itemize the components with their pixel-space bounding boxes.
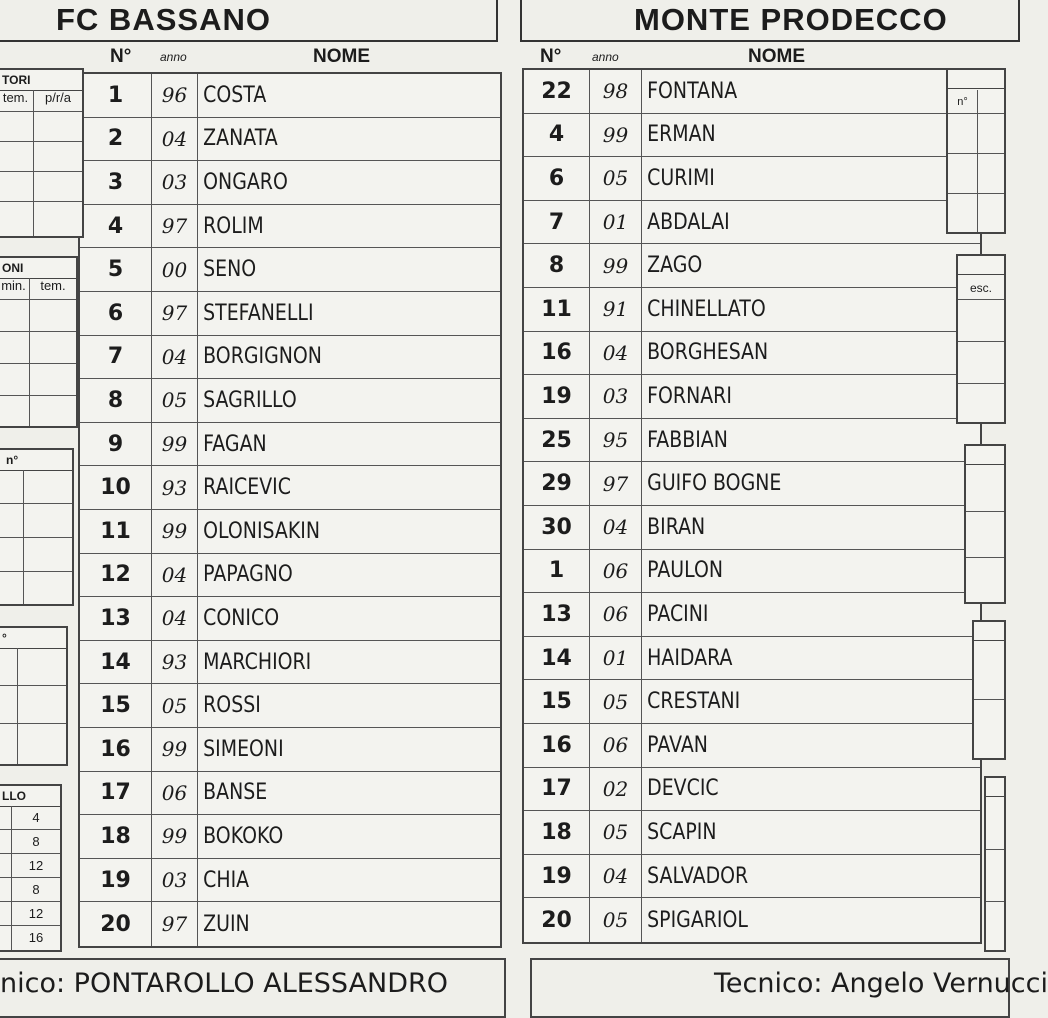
side-cell bbox=[34, 172, 82, 202]
player-birth-year: 99 bbox=[590, 244, 642, 287]
player-row bbox=[524, 332, 980, 376]
side-box-title: LLO bbox=[0, 786, 60, 807]
player-row bbox=[524, 419, 980, 463]
team-title-left bbox=[0, 0, 498, 42]
side-box-right-header bbox=[986, 778, 1004, 797]
side-value: 4 bbox=[12, 806, 60, 830]
player-number: 15 bbox=[80, 684, 152, 727]
side-cell bbox=[0, 364, 30, 396]
side-cell bbox=[24, 504, 72, 538]
player-birth-year: 91 bbox=[590, 288, 642, 331]
player-row bbox=[80, 641, 500, 685]
player-birth-year: 02 bbox=[590, 768, 642, 811]
player-name: CRESTANI bbox=[647, 689, 741, 715]
side-cell bbox=[948, 114, 978, 154]
player-number: 13 bbox=[524, 593, 590, 636]
player-number: 2 bbox=[80, 118, 152, 161]
side-box-right-espulsi bbox=[972, 620, 1006, 760]
player-name: GUIFO BOGNE bbox=[647, 471, 782, 497]
player-name: FONTANA bbox=[647, 78, 738, 104]
player-number: 3 bbox=[80, 161, 152, 204]
side-col-label: n° bbox=[948, 90, 978, 114]
player-number: 17 bbox=[524, 768, 590, 811]
player-name: CHINELLATO bbox=[647, 296, 766, 322]
player-name: PAULON bbox=[647, 558, 724, 584]
player-birth-year: 06 bbox=[590, 593, 642, 636]
player-number: 18 bbox=[80, 815, 152, 858]
player-name: FAGAN bbox=[203, 431, 267, 457]
header-num-left: N° bbox=[110, 46, 132, 67]
player-name: BIRAN bbox=[647, 514, 706, 540]
side-cell bbox=[34, 112, 82, 142]
player-number: 19 bbox=[524, 375, 590, 418]
team-title-right bbox=[520, 0, 1020, 42]
player-name: SCAPIN bbox=[647, 819, 717, 845]
header-nome-right: NOME bbox=[748, 46, 805, 67]
player-number: 18 bbox=[524, 811, 590, 854]
player-row bbox=[80, 248, 500, 292]
player-name: COSTA bbox=[203, 82, 267, 108]
side-cell bbox=[978, 194, 1004, 232]
player-birth-year: 99 bbox=[152, 510, 198, 553]
player-row bbox=[524, 70, 980, 114]
player-number: 16 bbox=[80, 728, 152, 771]
player-name: ROSSI bbox=[203, 693, 261, 719]
player-number: 8 bbox=[524, 244, 590, 287]
side-cell bbox=[974, 642, 1004, 700]
side-box-right-header bbox=[974, 622, 1004, 641]
side-col-label: tem. bbox=[30, 278, 76, 300]
player-birth-year: 05 bbox=[590, 157, 642, 200]
player-row bbox=[524, 724, 980, 768]
player-number: 19 bbox=[524, 855, 590, 898]
player-row bbox=[524, 637, 980, 681]
player-name: ZUIN bbox=[203, 911, 250, 937]
player-number: 10 bbox=[80, 466, 152, 509]
player-birth-year: 03 bbox=[590, 375, 642, 418]
player-birth-year: 06 bbox=[590, 724, 642, 767]
side-cell bbox=[34, 142, 82, 172]
side-box-right-header bbox=[948, 70, 1004, 89]
player-birth-year: 04 bbox=[152, 336, 198, 379]
player-number: 7 bbox=[524, 201, 590, 244]
side-box-right-header bbox=[966, 446, 1004, 465]
side-cell bbox=[978, 114, 1004, 154]
side-cell bbox=[0, 202, 34, 236]
side-cell bbox=[34, 202, 82, 236]
player-name: FABBIAN bbox=[647, 427, 728, 453]
player-number: 20 bbox=[80, 902, 152, 946]
player-name: SPIGARIOL bbox=[647, 907, 748, 933]
player-name: OLONISAKIN bbox=[203, 518, 320, 544]
player-number: 30 bbox=[524, 506, 590, 549]
player-number: 5 bbox=[80, 248, 152, 291]
player-birth-year: 04 bbox=[152, 597, 198, 640]
side-cell bbox=[0, 806, 12, 830]
player-number: 14 bbox=[80, 641, 152, 684]
player-number: 6 bbox=[524, 157, 590, 200]
player-number: 14 bbox=[524, 637, 590, 680]
player-row bbox=[524, 506, 980, 550]
player-name: ZAGO bbox=[647, 253, 703, 279]
side-cell bbox=[0, 686, 18, 724]
side-cell bbox=[966, 558, 1004, 602]
player-birth-year: 98 bbox=[590, 70, 642, 113]
player-row bbox=[524, 898, 980, 942]
player-birth-year: 97 bbox=[152, 205, 198, 248]
player-row bbox=[80, 728, 500, 772]
player-birth-year: 93 bbox=[152, 466, 198, 509]
side-cell bbox=[30, 300, 76, 332]
side-box-title: ° bbox=[0, 628, 66, 649]
player-name: ABDALAI bbox=[647, 209, 730, 235]
side-value: 8 bbox=[12, 878, 60, 902]
player-number: 11 bbox=[524, 288, 590, 331]
player-birth-year: 03 bbox=[152, 161, 198, 204]
player-name: BORGIGNON bbox=[203, 344, 322, 370]
side-cell bbox=[0, 854, 12, 878]
player-number: 20 bbox=[524, 898, 590, 942]
side-box-right-header bbox=[958, 256, 1004, 275]
player-row bbox=[524, 462, 980, 506]
player-birth-year: 95 bbox=[590, 419, 642, 462]
player-row bbox=[524, 811, 980, 855]
side-cell bbox=[0, 112, 34, 142]
side-cell bbox=[0, 572, 24, 604]
side-box-sostituzioni bbox=[0, 256, 78, 428]
side-cell bbox=[0, 724, 18, 764]
side-cell bbox=[974, 700, 1004, 758]
player-row bbox=[80, 859, 500, 903]
side-cell bbox=[30, 364, 76, 396]
side-value: 12 bbox=[12, 902, 60, 926]
side-cell bbox=[958, 300, 1004, 342]
player-name: SAGRILLO bbox=[203, 387, 297, 413]
player-number: 19 bbox=[80, 859, 152, 902]
player-birth-year: 99 bbox=[152, 423, 198, 466]
player-name: BORGHESAN bbox=[647, 340, 769, 366]
player-name: DEVCIC bbox=[647, 776, 719, 802]
side-cell bbox=[0, 142, 34, 172]
side-col-label: min. bbox=[0, 278, 30, 300]
player-birth-year: 06 bbox=[590, 550, 642, 593]
side-cell bbox=[966, 512, 1004, 558]
side-cell bbox=[30, 332, 76, 364]
player-name: SENO bbox=[203, 257, 257, 283]
player-name: HAIDARA bbox=[647, 645, 733, 671]
player-row bbox=[80, 161, 500, 205]
player-number: 15 bbox=[524, 680, 590, 723]
side-col-label: tem. bbox=[0, 90, 34, 112]
side-cell bbox=[0, 300, 30, 332]
coach-footer-left bbox=[0, 958, 506, 1018]
player-number: 9 bbox=[80, 423, 152, 466]
player-row bbox=[524, 680, 980, 724]
side-box-espulsi bbox=[0, 626, 68, 766]
roster-table-left bbox=[78, 72, 502, 948]
side-cell bbox=[0, 648, 18, 686]
player-row bbox=[524, 288, 980, 332]
side-cell bbox=[30, 396, 76, 426]
player-birth-year: 01 bbox=[590, 637, 642, 680]
side-cell bbox=[958, 384, 1004, 422]
player-row bbox=[524, 768, 980, 812]
player-birth-year: 05 bbox=[590, 898, 642, 942]
header-num-right: N° bbox=[540, 46, 562, 67]
player-name: PACINI bbox=[647, 601, 709, 627]
player-name: ERMAN bbox=[647, 122, 716, 148]
player-birth-year: 04 bbox=[590, 855, 642, 898]
side-cell bbox=[986, 798, 1004, 850]
player-row bbox=[524, 201, 980, 245]
side-cell bbox=[0, 470, 24, 504]
player-row bbox=[524, 550, 980, 594]
team-name-left: FC BASSANO bbox=[56, 2, 271, 37]
player-birth-year: 03 bbox=[152, 859, 198, 902]
player-birth-year: 99 bbox=[152, 815, 198, 858]
player-number: 29 bbox=[524, 462, 590, 505]
player-number: 25 bbox=[524, 419, 590, 462]
player-row bbox=[80, 597, 500, 641]
player-row bbox=[80, 118, 500, 162]
player-row bbox=[80, 336, 500, 380]
side-box-right-marcatori bbox=[946, 68, 1006, 234]
team-name-right: MONTE PRODECCO bbox=[634, 2, 948, 37]
side-cell bbox=[978, 154, 1004, 194]
player-row bbox=[80, 205, 500, 249]
coach-name-right: Tecnico: Angelo Vernucci bbox=[714, 968, 1048, 999]
player-number: 17 bbox=[80, 772, 152, 815]
player-row bbox=[524, 375, 980, 419]
side-box-right-sostituzioni bbox=[956, 254, 1006, 424]
player-birth-year: 06 bbox=[152, 772, 198, 815]
player-name: SIMEONI bbox=[203, 736, 284, 762]
player-row bbox=[524, 855, 980, 899]
player-name: CHIA bbox=[203, 867, 250, 893]
player-number: 16 bbox=[524, 332, 590, 375]
player-name: CURIMI bbox=[647, 165, 715, 191]
side-box-marcatori bbox=[0, 68, 84, 238]
player-birth-year: 04 bbox=[590, 332, 642, 375]
player-birth-year: 05 bbox=[152, 684, 198, 727]
player-number: 11 bbox=[80, 510, 152, 553]
player-number: 6 bbox=[80, 292, 152, 335]
player-name: RAICEVIC bbox=[203, 475, 291, 501]
player-birth-year: 00 bbox=[152, 248, 198, 291]
coach-footer-right bbox=[530, 958, 1048, 1018]
player-number: 4 bbox=[524, 114, 590, 157]
player-name: CONICO bbox=[203, 605, 280, 631]
header-anno-left: anno bbox=[160, 50, 187, 64]
coach-name-left: nico: PONTAROLLO ALESSANDRO bbox=[0, 968, 449, 999]
player-row bbox=[524, 157, 980, 201]
player-number: 1 bbox=[524, 550, 590, 593]
player-row bbox=[80, 554, 500, 598]
player-birth-year: 97 bbox=[152, 902, 198, 946]
player-name: STEFANELLI bbox=[203, 300, 314, 326]
player-number: 16 bbox=[524, 724, 590, 767]
player-birth-year: 05 bbox=[152, 379, 198, 422]
player-number: 22 bbox=[524, 70, 590, 113]
player-birth-year: 04 bbox=[152, 118, 198, 161]
player-birth-year: 04 bbox=[152, 554, 198, 597]
player-row bbox=[80, 292, 500, 336]
roster-table-right bbox=[522, 68, 982, 944]
side-cell bbox=[24, 470, 72, 504]
side-cell bbox=[18, 648, 66, 686]
player-row bbox=[80, 379, 500, 423]
player-birth-year: 05 bbox=[590, 811, 642, 854]
side-box-ammoniti bbox=[0, 448, 74, 606]
side-cell bbox=[18, 686, 66, 724]
side-cell bbox=[18, 724, 66, 764]
player-row bbox=[80, 423, 500, 467]
player-number: 12 bbox=[80, 554, 152, 597]
side-cell bbox=[0, 504, 24, 538]
side-box-title: n° bbox=[0, 450, 72, 471]
player-birth-year: 04 bbox=[590, 506, 642, 549]
player-name: ZANATA bbox=[203, 126, 278, 152]
player-number: 13 bbox=[80, 597, 152, 640]
player-birth-year: 93 bbox=[152, 641, 198, 684]
player-name: BANSE bbox=[203, 780, 268, 806]
side-cell bbox=[24, 538, 72, 572]
player-number: 4 bbox=[80, 205, 152, 248]
side-value: 12 bbox=[12, 854, 60, 878]
side-cell bbox=[0, 538, 24, 572]
player-name: SALVADOR bbox=[647, 863, 749, 889]
side-cell bbox=[0, 926, 12, 950]
player-birth-year: 05 bbox=[590, 680, 642, 723]
side-box-title: ONI bbox=[0, 258, 76, 279]
player-row bbox=[80, 772, 500, 816]
header-anno-right: anno bbox=[592, 50, 619, 64]
side-cell bbox=[0, 902, 12, 926]
side-cell bbox=[0, 830, 12, 854]
player-row bbox=[80, 815, 500, 859]
player-number: 8 bbox=[80, 379, 152, 422]
player-row bbox=[80, 902, 500, 946]
side-cell bbox=[0, 878, 12, 902]
player-row bbox=[80, 684, 500, 728]
player-birth-year: 01 bbox=[590, 201, 642, 244]
side-cell bbox=[0, 172, 34, 202]
player-name: PAVAN bbox=[647, 732, 708, 758]
player-birth-year: 96 bbox=[152, 74, 198, 117]
player-row bbox=[524, 593, 980, 637]
player-name: PAPAGNO bbox=[203, 562, 293, 588]
side-cell bbox=[0, 332, 30, 364]
side-cell bbox=[978, 90, 1004, 114]
player-row bbox=[80, 510, 500, 554]
side-cell bbox=[986, 850, 1004, 902]
side-cell bbox=[0, 396, 30, 426]
side-col-label: esc. bbox=[958, 276, 1004, 300]
side-col-label: p/r/a bbox=[34, 90, 82, 112]
player-birth-year: 99 bbox=[590, 114, 642, 157]
player-birth-year: 97 bbox=[590, 462, 642, 505]
player-name: BOKOKO bbox=[203, 823, 284, 849]
side-box-right-controllo bbox=[984, 776, 1006, 952]
side-value: 8 bbox=[12, 830, 60, 854]
player-number: 7 bbox=[80, 336, 152, 379]
player-row bbox=[80, 74, 500, 118]
side-cell bbox=[24, 572, 72, 604]
side-cell bbox=[958, 342, 1004, 384]
side-cell bbox=[966, 466, 1004, 512]
side-box-right-ammoniti bbox=[964, 444, 1006, 604]
player-name: ONGARO bbox=[203, 169, 288, 195]
side-box-controllo bbox=[0, 784, 62, 952]
player-birth-year: 97 bbox=[152, 292, 198, 335]
side-value: 16 bbox=[28, 930, 44, 945]
player-row bbox=[524, 114, 980, 158]
player-name: ROLIM bbox=[203, 213, 264, 239]
player-row bbox=[80, 466, 500, 510]
player-name: FORNARI bbox=[647, 383, 732, 409]
side-box-title: TORI bbox=[0, 70, 82, 91]
player-name: MARCHIORI bbox=[203, 649, 312, 675]
side-cell bbox=[948, 194, 978, 232]
header-nome-left: NOME bbox=[313, 46, 370, 67]
player-row bbox=[524, 244, 980, 288]
side-cell bbox=[948, 154, 978, 194]
player-number: 1 bbox=[80, 74, 152, 117]
player-birth-year: 99 bbox=[152, 728, 198, 771]
